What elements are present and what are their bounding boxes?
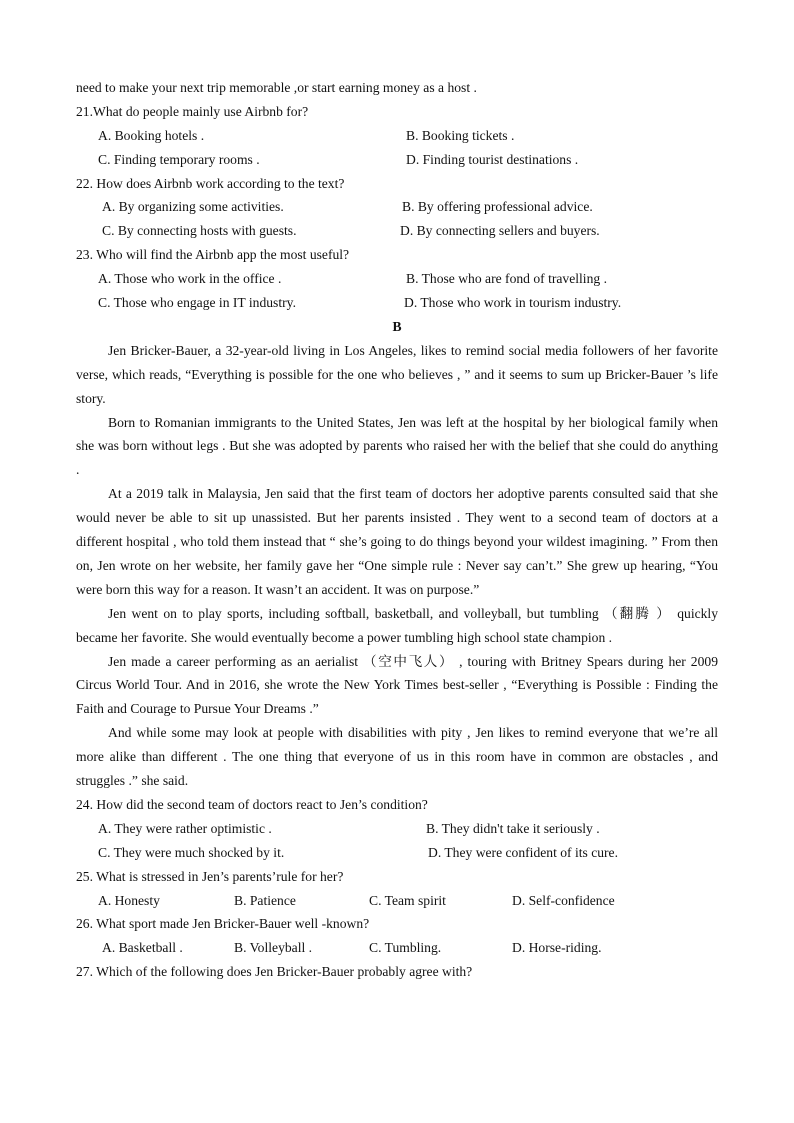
question-block <box>76 243 718 315</box>
option-a: A. Honesty <box>98 892 160 908</box>
option-d: D. Those who work in tourism industry. <box>404 295 622 311</box>
option-a: A. They were rather optimistic . <box>98 820 272 836</box>
option-b: B. Those who are fond of travelling . <box>406 271 607 287</box>
option-c: C. Finding temporary rooms . <box>98 151 260 167</box>
exam-page <box>76 76 718 984</box>
option-b: B. They didn't take it seriously . <box>426 820 600 836</box>
options-row <box>76 148 718 172</box>
option-c: C. They were much shocked by it. <box>98 844 285 860</box>
paragraph: Jen Bricker-Bauer, a 32-year-old living in Los Angeles, likes to remind social media followers of her favorite verse, which reads, “Everything is possible for the one who believes , ” and it seems to sum up Bricker-Bauer ’s life story. <box>76 342 718 406</box>
question-21: 21.What do people mainly use Airbnb for? <box>76 103 309 119</box>
question-27: 27. Which of the following does Jen Bricker-Bauer probably agree with? <box>76 964 473 980</box>
question-block <box>76 172 718 244</box>
passage-b <box>76 339 718 793</box>
section-b-heading: B <box>392 318 402 334</box>
question-block <box>76 960 718 984</box>
options-row <box>76 291 718 315</box>
options-row <box>76 841 718 865</box>
option-c: C. Team spirit <box>369 892 446 908</box>
paragraph: And while some may look at people with disabilities with pity , Jen likes to remind everyone that we’re all more alike than different . The one thing that everyone of us in this room have in common are obstacles , and struggles .” she said. <box>76 725 718 789</box>
options-row <box>76 195 718 219</box>
question-26: 26. What sport made Jen Bricker-Bauer well -known? <box>76 916 370 932</box>
option-c: C. Tumbling. <box>369 940 442 956</box>
options-row <box>76 889 718 913</box>
option-a: A. Basketball . <box>102 940 183 956</box>
question-block <box>76 793 718 865</box>
option-d: D. Self-confidence <box>512 892 615 908</box>
options-row <box>76 817 718 841</box>
option-b: B. Patience <box>234 892 296 908</box>
question-block <box>76 100 718 172</box>
question-block <box>76 865 718 913</box>
question-22: 22. How does Airbnb work according to the text? <box>76 175 345 191</box>
option-b: B. Volleyball . <box>234 940 313 956</box>
option-d: D. Finding tourist destinations . <box>406 151 579 167</box>
paragraph: Born to Romanian immigrants to the United States, Jen was left at the hospital by her biological family when she was born without legs . But she was adopted by parents who raised her with the belief that she could do anything . <box>76 414 718 478</box>
question-24: 24. How did the second team of doctors react to Jen’s condition? <box>76 797 428 813</box>
option-b: B. By offering professional advice. <box>402 199 593 215</box>
option-a: A. Booking hotels . <box>98 127 205 143</box>
option-a: A. Those who work in the office . <box>98 271 282 287</box>
option-d: D. Horse-riding. <box>512 940 602 956</box>
options-row <box>76 219 718 243</box>
option-d: D. They were confident of its cure. <box>428 844 618 860</box>
passage-a-last-line: need to make your next trip memorable ,or start earning money as a host . <box>76 80 477 95</box>
option-d: D. By connecting sellers and buyers. <box>400 223 600 239</box>
option-a: A. By organizing some activities. <box>102 199 284 215</box>
option-c: C. Those who engage in IT industry. <box>98 295 296 311</box>
options-row <box>76 124 718 148</box>
question-25: 25. What is stressed in Jen’s parents’rule for her? <box>76 868 344 884</box>
question-block <box>76 912 718 960</box>
options-row <box>76 936 718 960</box>
paragraph: Jen made a career performing as an aerialist （空中飞人） , touring with Britney Spears during her 2009 Circus World Tour. And in 2016, she wrote the New York Times best-seller , “Everything is Possible : Finding the Faith and Courage to Pursue Your Dreams .” <box>76 653 718 717</box>
question-23: 23. Who will find the Airbnb app the most useful? <box>76 247 350 263</box>
option-c: C. By connecting hosts with guests. <box>102 223 297 239</box>
option-b: B. Booking tickets . <box>406 127 515 143</box>
paragraph: At a 2019 talk in Malaysia, Jen said that the first team of doctors her adoptive parents consulted said that she would never be able to sit up unassisted. But her parents insisted . They went to a second team of doctors at a different hospital , who told them instead that “ she’s going to do things beyond your wildest imagining. ” From then on, Jen wrote on her website, her family gave her “One simple rule : Never say can’t.” She grew up hearing, “You were born this way for a reason. It wasn’t an accident. It was on purpose.” <box>76 486 718 597</box>
options-row <box>76 267 718 291</box>
paragraph: Jen went on to play sports, including softball, basketball, and volleyball, but tumbling （翻腾 ） quickly became her favorite. She would eventually become a power tumbling high school state champion . <box>76 605 718 645</box>
